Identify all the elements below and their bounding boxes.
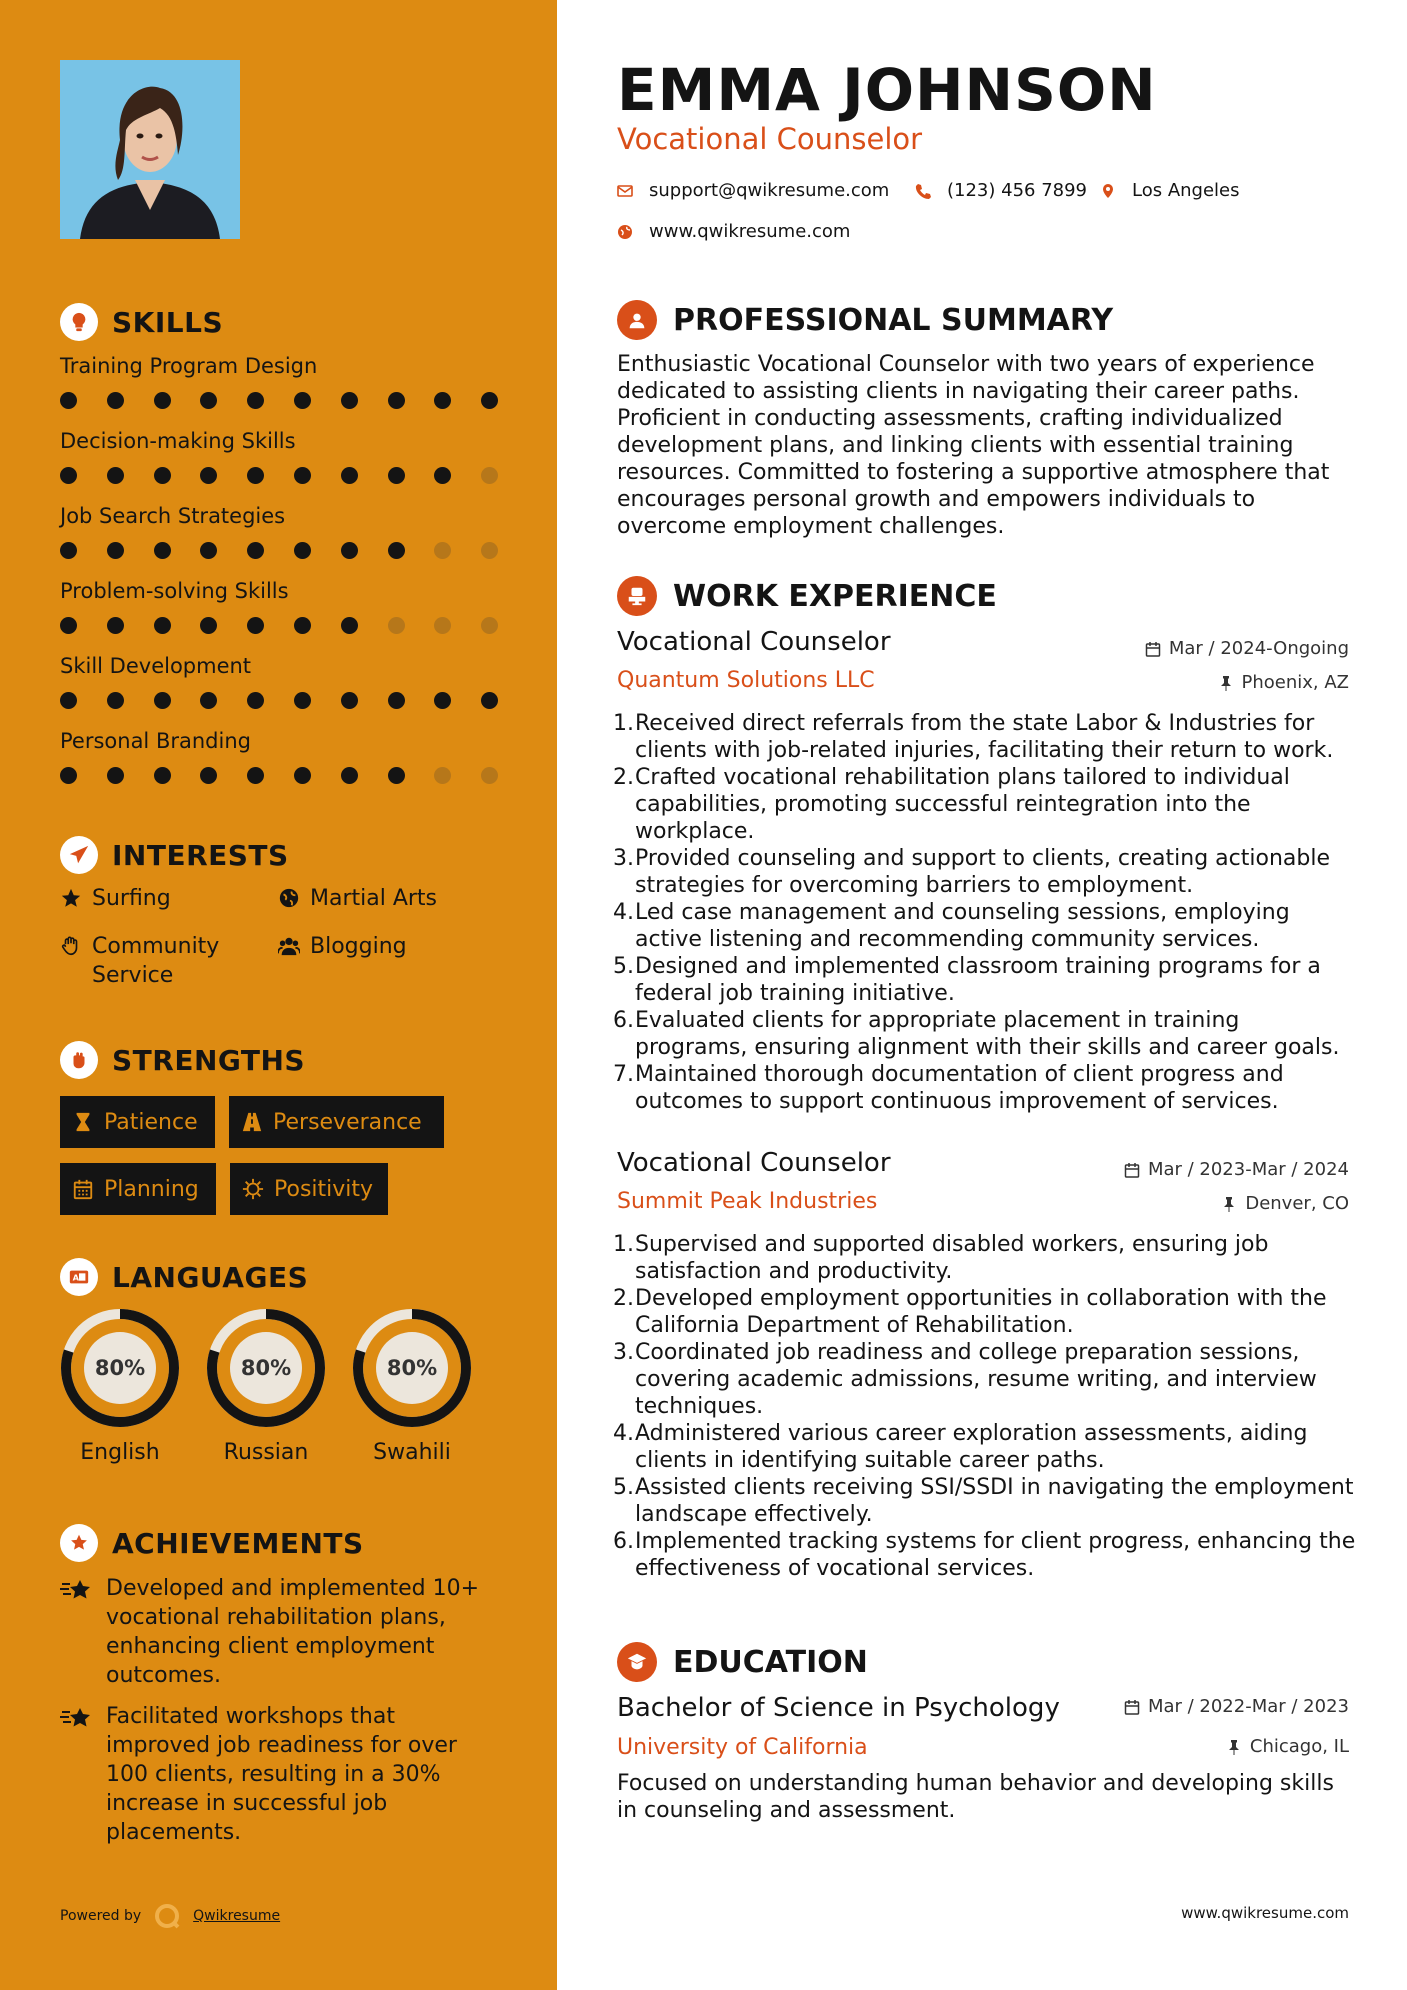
phone-icon [915, 183, 931, 199]
profile-photo [60, 60, 240, 239]
languages-title: LANGUAGES [112, 1260, 309, 1294]
skill-dot [341, 467, 358, 484]
skill-dot [200, 542, 217, 559]
strength-badge [229, 1096, 444, 1148]
skill-item [60, 729, 510, 785]
envelope-icon [617, 183, 633, 199]
qwikresume-logo-icon [153, 1902, 181, 1930]
experience-title: WORK EXPERIENCE [673, 578, 997, 614]
duty-item [613, 1007, 1358, 1061]
skill-dot [154, 542, 171, 559]
location-text: Los Angeles [1132, 180, 1240, 201]
footer-url[interactable]: www.qwikresume.com [1181, 1904, 1349, 1922]
duty-text: Led case management and counseling sessions, employing active listening and recommending community services. [635, 900, 1290, 952]
skills-title: SKILLS [112, 305, 224, 339]
skill-dot [294, 617, 311, 634]
skill-dot [247, 542, 264, 559]
skill-dot [434, 467, 451, 484]
language-item [350, 1306, 474, 1465]
duty-item [613, 1061, 1358, 1115]
sidebar [0, 0, 557, 1990]
paper-plane-icon [60, 836, 98, 874]
skill-dot [60, 767, 77, 784]
duty-number: 1. [613, 1232, 634, 1257]
skill-dot [434, 392, 451, 409]
skill-dot [154, 617, 171, 634]
skill-dot [341, 767, 358, 784]
skill-dot [247, 767, 264, 784]
strengths-heading [60, 1041, 305, 1079]
duty-item [613, 1231, 1358, 1285]
duty-text: Developed employment opportunities in collaboration with the California Department of Rehabilitation. [635, 1286, 1327, 1338]
strength-label: Perseverance [273, 1109, 422, 1135]
shooting-star-icon [60, 1704, 94, 1732]
sun-icon [242, 1178, 264, 1200]
user-icon [617, 300, 657, 340]
strength-label: Planning [104, 1176, 199, 1202]
shooting-star-icon [60, 1576, 94, 1604]
skill-rating [60, 467, 510, 485]
skill-dot [247, 392, 264, 409]
duty-number: 2. [613, 1286, 634, 1311]
skill-rating [60, 617, 510, 635]
graduation-icon [617, 1642, 657, 1682]
skill-dot [154, 467, 171, 484]
skill-dot [60, 467, 77, 484]
duty-number: 1. [613, 711, 634, 736]
language-item [204, 1306, 328, 1465]
skill-dot [388, 392, 405, 409]
skill-name: Personal Branding [60, 729, 251, 753]
duty-item [613, 1420, 1358, 1474]
skill-item [60, 429, 510, 485]
job-dates [1124, 1159, 1349, 1180]
summary-heading [617, 300, 1113, 340]
contact-phone[interactable] [915, 180, 1087, 201]
education-location-text: Chicago, IL [1249, 1736, 1349, 1757]
education-dates [1124, 1696, 1349, 1717]
summary-title: PROFESSIONAL SUMMARY [673, 302, 1114, 338]
skill-name: Problem-solving Skills [60, 579, 289, 603]
skill-dot [481, 692, 498, 709]
website-text: www.qwikresume.com [649, 221, 851, 242]
education-location [1226, 1736, 1349, 1757]
duty-item [613, 899, 1358, 953]
skill-dot [388, 692, 405, 709]
skill-dot [294, 392, 311, 409]
skill-dot [154, 392, 171, 409]
skill-dot [154, 692, 171, 709]
skill-dot [434, 617, 451, 634]
strength-badge [230, 1163, 388, 1215]
duty-number: 3. [613, 1340, 634, 1365]
pushpin-icon [1221, 1196, 1237, 1212]
job-location [1221, 1193, 1349, 1214]
skill-dot [247, 467, 264, 484]
skill-dot [200, 392, 217, 409]
duty-item [613, 845, 1358, 899]
skill-dot [388, 617, 405, 634]
candidate-title: Vocational Counselor [617, 122, 923, 156]
achievements-title: ACHIEVEMENTS [112, 1526, 364, 1560]
skill-dot [434, 767, 451, 784]
interest-item [60, 932, 260, 990]
job-company: Summit Peak Industries [617, 1189, 878, 1214]
language-name: English [80, 1440, 160, 1465]
skill-dot [107, 542, 124, 559]
skill-dot [481, 392, 498, 409]
job-location-text: Phoenix, AZ [1241, 672, 1349, 693]
skill-dot [341, 692, 358, 709]
language-percent: 80% [386, 1356, 438, 1380]
interest-item [278, 884, 437, 913]
achievement-item [60, 1702, 500, 1847]
hand-icon [60, 935, 82, 957]
interest-label: Blogging [310, 934, 407, 959]
svg-text:A: A [72, 1272, 80, 1283]
job-company: Quantum Solutions LLC [617, 668, 875, 693]
job-dates-text: Mar / 2023-Mar / 2024 [1147, 1159, 1349, 1180]
users-icon [278, 935, 300, 957]
language-progress-ring [204, 1306, 328, 1430]
globe-icon [278, 887, 300, 909]
strengths-title: STRENGTHS [112, 1043, 306, 1077]
language-progress-ring [350, 1306, 474, 1430]
star-badge-icon [60, 1524, 98, 1562]
skill-dot [107, 767, 124, 784]
school-name: University of California [617, 1735, 868, 1760]
skill-name: Training Program Design [60, 354, 318, 378]
skill-dot [107, 617, 124, 634]
skill-dot [388, 767, 405, 784]
skill-dot [481, 617, 498, 634]
skill-rating [60, 392, 510, 410]
candidate-name: EMMA JOHNSON [617, 56, 1157, 124]
skill-item [60, 504, 510, 560]
interest-item [278, 932, 407, 961]
duty-item [613, 1528, 1358, 1582]
skill-name: Decision-making Skills [60, 429, 296, 453]
achievement-text: Facilitated workshops that improved job readiness for over 100 clients, resulting in a 30% increase in successful job placements. [106, 1704, 457, 1845]
globe-icon [617, 224, 633, 240]
duty-text: Assisted clients receiving SSI/SSDI in navigating the employment landscape effectively. [635, 1475, 1354, 1527]
job-title: Vocational Counselor [617, 627, 891, 657]
briefcase-icon [617, 576, 657, 616]
strength-badge [60, 1096, 215, 1148]
job-location-text: Denver, CO [1245, 1193, 1349, 1214]
language-progress-ring [58, 1306, 182, 1430]
skill-dot [60, 392, 77, 409]
interests-title: INTERESTS [112, 838, 289, 872]
skill-item [60, 354, 510, 410]
skill-dot [481, 767, 498, 784]
job-duties-list [613, 1231, 1358, 1582]
skills-heading [60, 303, 223, 341]
duty-number: 5. [613, 954, 634, 979]
achievement-text: Developed and implemented 10+ vocational rehabilitation plans, enhancing client employment outcomes. [106, 1576, 480, 1688]
duty-text: Coordinated job readiness and college preparation sessions, covering academic admissions, resume writing, and interview techniques. [635, 1340, 1317, 1419]
duty-item [613, 710, 1358, 764]
duty-text: Received direct referrals from the state Labor & Industries for clients with job-related injuries, facilitating their return to work. [635, 711, 1334, 763]
duty-item [613, 1285, 1358, 1339]
fist-icon [60, 1041, 98, 1079]
duty-text: Implemented tracking systems for client progress, enhancing the effectiveness of vocational services. [635, 1529, 1356, 1581]
skill-rating [60, 692, 510, 710]
skill-dot [341, 617, 358, 634]
phone-text: (123) 456 7899 [947, 180, 1088, 201]
skill-dot [434, 692, 451, 709]
duty-number: 3. [613, 846, 634, 871]
duty-number: 4. [613, 900, 634, 925]
duty-text: Crafted vocational rehabilitation plans tailored to individual capabilities, promoting successful reintegration into the workplace. [635, 765, 1290, 844]
duty-number: 6. [613, 1008, 634, 1033]
duty-text: Maintained thorough documentation of client progress and outcomes to support continuous improvement of services. [635, 1062, 1284, 1114]
contact-email[interactable] [617, 180, 889, 201]
skill-dot [60, 542, 77, 559]
skill-dot [341, 542, 358, 559]
skill-dot [107, 467, 124, 484]
strength-label: Patience [104, 1109, 198, 1135]
calendar-icon [1124, 1699, 1140, 1715]
skill-dot [481, 467, 498, 484]
duty-item [613, 953, 1358, 1007]
qwikresume-link[interactable]: Qwikresume [193, 1908, 281, 1924]
lightbulb-icon [60, 303, 98, 341]
job-title: Vocational Counselor [617, 1148, 891, 1178]
duty-text: Supervised and supported disabled workers, ensuring job satisfaction and productivity. [635, 1232, 1269, 1284]
summary-text: Enthusiastic Vocational Counselor with two years of experience dedicated to assisting clients in navigating their career paths. Proficient in conducting assessments, crafting individualized development plans, and linking clients with essential training resources. Committed to fostering a supportive atmosphere that encourages personal growth and empowers individuals to overcome employment challenges. [617, 352, 1330, 539]
language-icon [60, 1258, 98, 1296]
education-dates-text: Mar / 2022-Mar / 2023 [1147, 1696, 1349, 1717]
duty-text: Administered various career exploration assessments, aiding clients in identifying suitable career paths. [635, 1421, 1308, 1473]
calendar-icon [72, 1178, 94, 1200]
pushpin-icon [1226, 1739, 1242, 1755]
experience-heading [617, 576, 997, 616]
job-location [1218, 672, 1350, 693]
calendar-icon [1145, 641, 1161, 657]
language-item [58, 1306, 182, 1465]
hourglass-icon [72, 1111, 94, 1133]
interest-item [60, 884, 171, 913]
skill-name: Skill Development [60, 654, 252, 678]
skill-dot [200, 767, 217, 784]
skill-item [60, 579, 510, 635]
skill-dot [247, 692, 264, 709]
skill-dot [294, 692, 311, 709]
duty-text: Designed and implemented classroom training programs for a federal job training initiative. [635, 954, 1321, 1006]
skill-dot [294, 467, 311, 484]
skill-dot [294, 542, 311, 559]
skill-dot [481, 542, 498, 559]
interests-heading [60, 836, 289, 874]
duty-number: 4. [613, 1421, 634, 1446]
calendar-icon [1124, 1162, 1140, 1178]
skill-name: Job Search Strategies [60, 504, 286, 528]
skill-dot [107, 692, 124, 709]
duty-item [613, 1339, 1358, 1420]
skill-dot [341, 392, 358, 409]
duty-text: Provided counseling and support to clients, creating actionable strategies for overcoming barriers to employment. [635, 846, 1330, 898]
skill-dot [200, 467, 217, 484]
skill-rating [60, 542, 510, 560]
skill-dot [200, 617, 217, 634]
pushpin-icon [1218, 675, 1234, 691]
skill-dot [154, 767, 171, 784]
road-icon [241, 1111, 263, 1133]
languages-heading [60, 1258, 308, 1296]
interest-label: Surfing [92, 886, 171, 911]
skill-dot [388, 467, 405, 484]
job-dates-text: Mar / 2024-Ongoing [1168, 638, 1349, 659]
star-icon [60, 887, 82, 909]
skill-dot [107, 392, 124, 409]
duty-text: Evaluated clients for appropriate placement in training programs, ensuring alignment with their skills and career goals. [635, 1008, 1340, 1060]
skill-rating [60, 767, 510, 785]
skill-dot [294, 767, 311, 784]
skill-dot [247, 617, 264, 634]
job-dates [1145, 638, 1349, 659]
duty-number: 6. [613, 1529, 634, 1554]
education-title: EDUCATION [673, 1644, 868, 1680]
achievement-item [60, 1574, 500, 1690]
person-portrait [60, 60, 240, 239]
duty-number: 5. [613, 1475, 634, 1500]
duty-number: 7. [613, 1062, 634, 1087]
strength-label: Positivity [274, 1176, 374, 1202]
degree-title: Bachelor of Science in Psychology [617, 1693, 1060, 1723]
language-percent: 80% [240, 1356, 292, 1380]
duty-item [613, 764, 1358, 845]
powered-by [60, 1902, 280, 1930]
education-heading [617, 1642, 868, 1682]
map-pin-icon [1100, 183, 1116, 199]
powered-by-label: Powered by [60, 1908, 142, 1924]
education-description: Focused on understanding human behavior and developing skills in counseling and assessment. [617, 1771, 1334, 1823]
skill-item [60, 654, 510, 710]
skill-dot [388, 542, 405, 559]
job-duties-list [613, 710, 1358, 1115]
interest-label: Community Service [92, 934, 220, 988]
achievements-heading [60, 1524, 364, 1562]
skill-dot [434, 542, 451, 559]
strength-badge [60, 1163, 216, 1215]
language-name: Swahili [373, 1440, 451, 1465]
contact-location [1100, 180, 1240, 201]
language-percent: 80% [94, 1356, 146, 1380]
email-text: support@qwikresume.com [649, 180, 890, 201]
skill-dot [200, 692, 217, 709]
duty-number: 2. [613, 765, 634, 790]
language-name: Russian [223, 1440, 309, 1465]
skill-dot [60, 617, 77, 634]
contact-website[interactable] [617, 221, 850, 242]
skill-dot [60, 692, 77, 709]
interest-label: Martial Arts [310, 886, 438, 911]
duty-item [613, 1474, 1358, 1528]
